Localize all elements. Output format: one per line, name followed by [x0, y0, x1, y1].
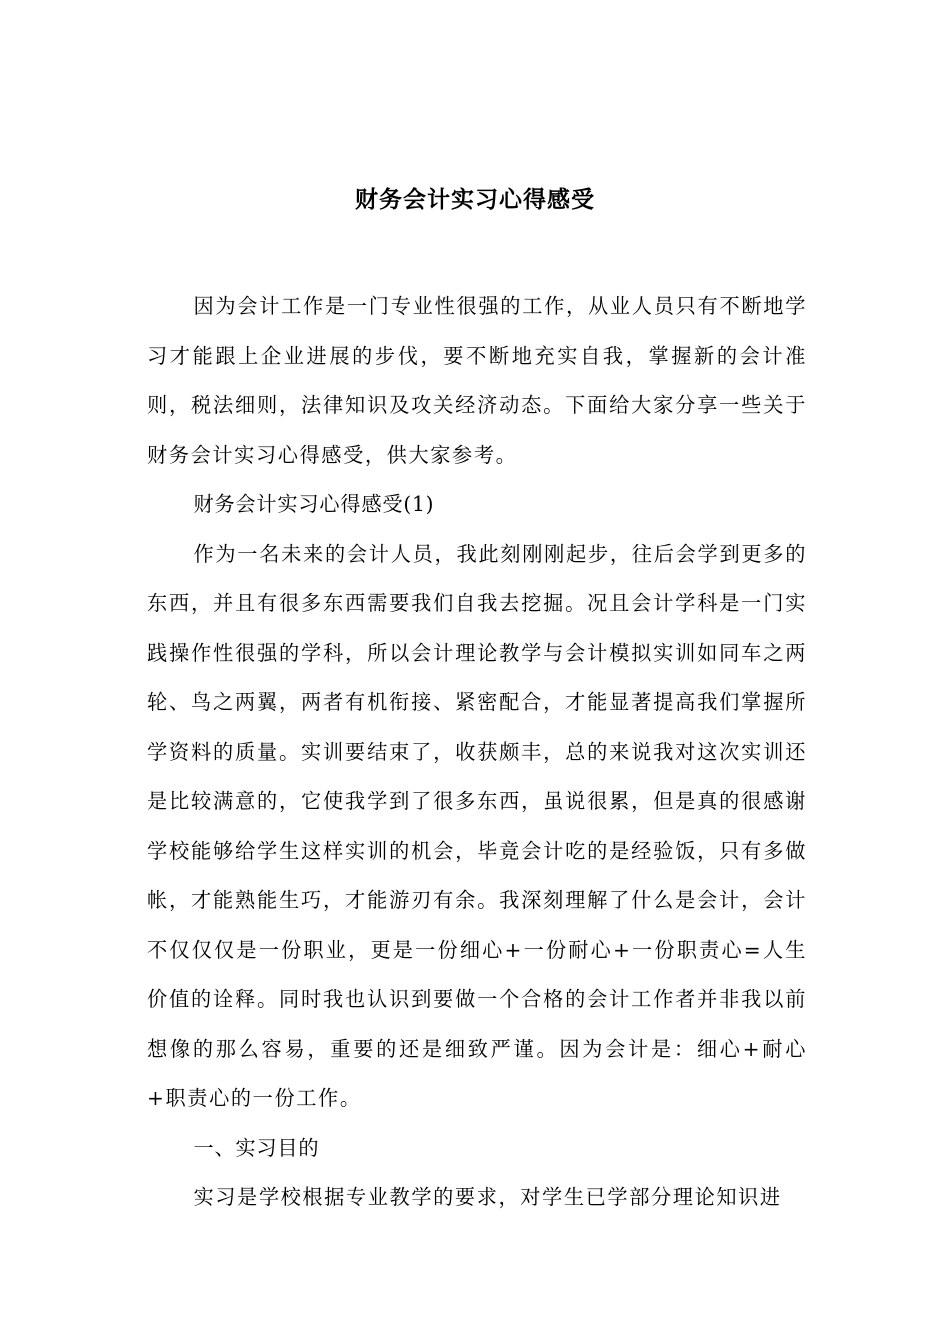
body-paragraph-continued: 实习是学校根据专业教学的要求，对学生已学部分理论知识进: [193, 1185, 782, 1209]
document-title: 财务会计实习心得感受: [355, 186, 595, 213]
subsection-heading-purpose: 一、实习目的: [193, 1135, 320, 1160]
intro-paragraph: 因为会计工作是一门专业性很强的工作，从业人员只有不断地学习才能跟上企业进展的步伐，要不断地充实自我，掌握新的会计准则，税法细则，法律知识及攻关经济动态。下面给大家分享一些关于财务会计实习心得感受，供大家参考。: [147, 294, 807, 467]
section-heading-1: 财务会计实习心得感受(1): [193, 492, 435, 516]
body-paragraph: 作为一名未来的会计人员，我此刻刚刚起步，往后会学到更多的东西，并且有很多东西需要我们自我去挖掘。况且会计学科是一门实践操作性很强的学科，所以会计理论教学与会计模拟实训如同车之两轮、鸟之两翼，两者有机衔接、紧密配合，才能显著提高我们掌握所学资料的质量。实训要结束了，收获颇丰，总的来说我对这次实训还是比较满意的，它使我学到了很多东西，虽说很累，但是真的很感谢学校能够给学生这样实训的机会，毕竟会计吃的是经验饭，只有多做帐，才能熟能生巧，才能游刃有余。我深刻理解了什么是会计，会计不仅仅仅是一份职业，更是一份细心+一份耐心+一份职责心=人生价值的诠释。同时我也认识到要做一个合格的会计工作者并非我以前想像的那么容易，重要的还是细致严谨。因为会计是：细心+耐心+职责心的一份工作。: [147, 541, 807, 1110]
document-body: [147, 282, 807, 1223]
